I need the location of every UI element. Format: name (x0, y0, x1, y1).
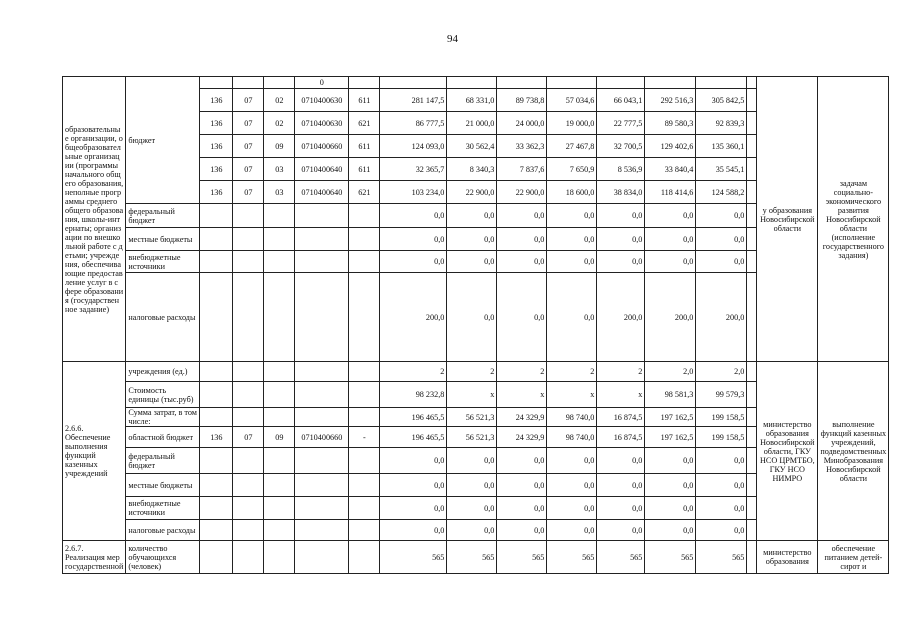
value-cell: x (597, 382, 645, 408)
code-cell (200, 251, 233, 273)
value-cell: 0,0 (597, 448, 645, 474)
value-cell: 0,0 (380, 520, 447, 541)
value-cell: 8 536,9 (597, 158, 645, 181)
vr-cell (349, 382, 380, 408)
code-cell (264, 204, 295, 228)
value-cell: 0,0 (645, 474, 696, 497)
pr-cell: 03 (264, 181, 295, 204)
value-cell: 565 (380, 541, 447, 574)
value-cell: 0,0 (645, 520, 696, 541)
value-cell: 16 874,5 (597, 427, 645, 448)
value-cell: 0,0 (447, 204, 497, 228)
value-cell: x (497, 382, 547, 408)
value-cell: 2,0 (645, 362, 696, 382)
vr-cell (349, 497, 380, 520)
code-cell (233, 541, 264, 574)
vr-cell: - (349, 427, 380, 448)
grbs-cell (200, 408, 233, 427)
grbs-cell: 136 (200, 427, 233, 448)
value-cell: 565 (447, 541, 497, 574)
value-cell: 565 (645, 541, 696, 574)
spacer-cell (747, 135, 757, 158)
responsible-cell: у образования Новосибирской области (757, 77, 818, 362)
csr-cell (295, 362, 349, 382)
value-cell: 0,0 (696, 474, 747, 497)
value-cell: 18 600,0 (547, 181, 597, 204)
indicator-label: Сумма затрат, в том числе: (126, 408, 200, 427)
value-cell (497, 77, 547, 89)
code-cell (200, 541, 233, 574)
pr-cell (264, 497, 295, 520)
table-row (63, 362, 889, 382)
value-cell: 0,0 (696, 520, 747, 541)
grbs-cell (200, 382, 233, 408)
rz-cell: 07 (233, 89, 264, 112)
value-cell: 0,0 (497, 497, 547, 520)
value-cell: 0,0 (696, 251, 747, 273)
spacer-cell (747, 382, 757, 408)
value-cell: 2 (447, 362, 497, 382)
spacer-cell (747, 497, 757, 520)
grbs-cell: 136 (200, 135, 233, 158)
value-cell: 0,0 (497, 251, 547, 273)
value-cell: 200,0 (380, 273, 447, 362)
value-cell: 0,0 (645, 448, 696, 474)
code-cell (349, 204, 380, 228)
value-cell: 24 329,9 (497, 408, 547, 427)
spacer-cell (747, 77, 757, 89)
vr-cell (349, 77, 380, 89)
code-cell (264, 228, 295, 251)
value-cell: 98 740,0 (547, 408, 597, 427)
indicator-label: внебюджетные источники (126, 497, 200, 520)
value-cell: 68 331,0 (447, 89, 497, 112)
value-cell: 124 588,2 (696, 181, 747, 204)
csr-cell: 0710400640 (295, 158, 349, 181)
value-cell: 98 232,8 (380, 382, 447, 408)
csr-cell: 0710400630 (295, 89, 349, 112)
value-cell: 305 842,5 (696, 89, 747, 112)
code-cell (233, 251, 264, 273)
vr-cell (349, 520, 380, 541)
spacer-cell (747, 448, 757, 474)
value-cell: 565 (497, 541, 547, 574)
rz-cell: 07 (233, 135, 264, 158)
value-cell: 32 700,5 (597, 135, 645, 158)
pr-cell (264, 77, 295, 89)
value-cell: 135 360,1 (696, 135, 747, 158)
vr-cell (349, 408, 380, 427)
pr-cell (264, 362, 295, 382)
value-cell: 199 158,5 (696, 408, 747, 427)
csr-cell: 0710400640 (295, 181, 349, 204)
value-cell: 0,0 (547, 228, 597, 251)
vr-cell (349, 362, 380, 382)
program-activities-table (62, 76, 889, 574)
pr-cell: 02 (264, 89, 295, 112)
code-cell (264, 251, 295, 273)
spacer-cell (747, 228, 757, 251)
indicator-label: областной бюджет (126, 427, 200, 448)
value-cell: 0,0 (380, 204, 447, 228)
rz-cell (233, 474, 264, 497)
grbs-cell (200, 474, 233, 497)
value-cell: 89 738,8 (497, 89, 547, 112)
value-cell: 0,0 (696, 448, 747, 474)
grbs-cell: 136 (200, 89, 233, 112)
value-cell: 56 521,3 (447, 408, 497, 427)
value-cell (447, 77, 497, 89)
value-cell: 24 329,9 (497, 427, 547, 448)
value-cell: 0,0 (447, 520, 497, 541)
value-cell: 129 402,6 (645, 135, 696, 158)
code-cell (349, 273, 380, 362)
value-cell: 38 834,0 (597, 181, 645, 204)
rz-cell: 07 (233, 181, 264, 204)
indicator-label: налоговые расходы (126, 273, 200, 362)
code-cell (233, 204, 264, 228)
value-cell: 565 (696, 541, 747, 574)
value-cell: 21 000,0 (447, 112, 497, 135)
indicator-label: количество обучающихся (человек) (126, 541, 200, 574)
code-cell (295, 273, 349, 362)
code-cell (264, 273, 295, 362)
grbs-cell: 136 (200, 181, 233, 204)
value-cell: 35 545,1 (696, 158, 747, 181)
value-cell: 0,0 (497, 228, 547, 251)
pr-cell (264, 408, 295, 427)
rz-cell: 07 (233, 427, 264, 448)
value-cell: 98 581,3 (645, 382, 696, 408)
indicator-label: местные бюджеты (126, 474, 200, 497)
grbs-cell (200, 362, 233, 382)
value-cell: 103 234,0 (380, 181, 447, 204)
vr-cell: 611 (349, 135, 380, 158)
rz-cell (233, 77, 264, 89)
value-cell: 57 034,6 (547, 89, 597, 112)
value-cell: 16 874,5 (597, 408, 645, 427)
pr-cell (264, 448, 295, 474)
table-row (63, 77, 889, 89)
value-cell (597, 77, 645, 89)
vr-cell: 621 (349, 112, 380, 135)
goal-cell: обеспечение питанием детей-сирот и (818, 541, 889, 574)
value-cell: 0,0 (447, 497, 497, 520)
spacer-cell (747, 520, 757, 541)
code-cell (349, 251, 380, 273)
value-cell: 0,0 (547, 204, 597, 228)
spacer-cell (747, 181, 757, 204)
value-cell: 0,0 (645, 497, 696, 520)
value-cell: 27 467,8 (547, 135, 597, 158)
grbs-cell (200, 448, 233, 474)
value-cell: 0,0 (497, 448, 547, 474)
vr-cell: 621 (349, 181, 380, 204)
indicator-label: бюджет (126, 77, 200, 204)
pr-cell (264, 520, 295, 541)
value-cell: 33 362,3 (497, 135, 547, 158)
value-cell: 0,0 (645, 228, 696, 251)
value-cell: 0,0 (447, 273, 497, 362)
goal-cell: задачам социально-экономического развития Новосибирской области (исполнение государственного задания) (818, 77, 889, 362)
value-cell: x (447, 382, 497, 408)
spacer-cell (747, 251, 757, 273)
value-cell: 200,0 (597, 273, 645, 362)
value-cell: 0,0 (597, 251, 645, 273)
value-cell: 0,0 (645, 251, 696, 273)
csr-cell (295, 448, 349, 474)
value-cell (696, 77, 747, 89)
indicator-label: Стоимость единицы (тыс.руб) (126, 382, 200, 408)
value-cell: 0,0 (380, 497, 447, 520)
spacer-cell (747, 474, 757, 497)
value-cell: 8 340,3 (447, 158, 497, 181)
value-cell: 22 777,5 (597, 112, 645, 135)
rz-cell (233, 362, 264, 382)
value-cell: 7 650,9 (547, 158, 597, 181)
value-cell: 196 465,5 (380, 427, 447, 448)
grbs-cell (200, 520, 233, 541)
table-row (63, 541, 889, 574)
code-cell (295, 251, 349, 273)
value-cell: 30 562,4 (447, 135, 497, 158)
value-cell: 86 777,5 (380, 112, 447, 135)
value-cell: 0,0 (597, 204, 645, 228)
csr-cell: 0 (295, 77, 349, 89)
value-cell: 0,0 (645, 204, 696, 228)
value-cell: x (547, 382, 597, 408)
value-cell: 56 521,3 (447, 427, 497, 448)
value-cell: 0,0 (447, 228, 497, 251)
value-cell: 0,0 (696, 204, 747, 228)
value-cell: 0,0 (547, 251, 597, 273)
pr-cell: 03 (264, 158, 295, 181)
rz-cell (233, 382, 264, 408)
value-cell: 0,0 (497, 474, 547, 497)
value-cell: 2,0 (696, 362, 747, 382)
value-cell: 197 162,5 (645, 427, 696, 448)
value-cell: 199 158,5 (696, 427, 747, 448)
pr-cell (264, 474, 295, 497)
value-cell: 0,0 (447, 474, 497, 497)
indicator-label: федеральный бюджет (126, 448, 200, 474)
rz-cell (233, 448, 264, 474)
value-cell: 281 147,5 (380, 89, 447, 112)
value-cell: 0,0 (380, 228, 447, 251)
value-cell: 0,0 (380, 474, 447, 497)
code-cell (295, 541, 349, 574)
value-cell: 0,0 (447, 251, 497, 273)
goal-cell: выполнение функций казенных учреждений, подведомственных Минобразования Новосибирской области (818, 362, 889, 541)
value-cell: 292 516,3 (645, 89, 696, 112)
pr-cell (264, 382, 295, 408)
code-cell (264, 541, 295, 574)
code-cell (349, 541, 380, 574)
page-number: 94 (447, 33, 458, 45)
pr-cell: 09 (264, 135, 295, 158)
value-cell: 0,0 (696, 497, 747, 520)
grbs-cell: 136 (200, 158, 233, 181)
spacer-cell (747, 204, 757, 228)
csr-cell (295, 497, 349, 520)
value-cell: 0,0 (497, 273, 547, 362)
value-cell (645, 77, 696, 89)
value-cell: 0,0 (597, 228, 645, 251)
value-cell: 19 000,0 (547, 112, 597, 135)
value-cell: 92 839,3 (696, 112, 747, 135)
code-cell (200, 228, 233, 251)
code-cell (295, 204, 349, 228)
spacer-cell (747, 273, 757, 362)
value-cell: 0,0 (447, 448, 497, 474)
csr-cell (295, 520, 349, 541)
value-cell: 118 414,6 (645, 181, 696, 204)
rz-cell (233, 520, 264, 541)
value-cell (380, 77, 447, 89)
csr-cell: 0710400660 (295, 135, 349, 158)
vr-cell (349, 474, 380, 497)
spacer-cell (747, 89, 757, 112)
value-cell: 200,0 (696, 273, 747, 362)
value-cell: 24 000,0 (497, 112, 547, 135)
value-cell: 196 465,5 (380, 408, 447, 427)
spacer-cell (747, 408, 757, 427)
vr-cell (349, 448, 380, 474)
indicator-label: налоговые расходы (126, 520, 200, 541)
value-cell: 0,0 (547, 474, 597, 497)
csr-cell: 0710400660 (295, 427, 349, 448)
csr-cell: 0710400630 (295, 112, 349, 135)
value-cell: 565 (547, 541, 597, 574)
value-cell: 2 (547, 362, 597, 382)
value-cell: 0,0 (597, 497, 645, 520)
vr-cell: 611 (349, 89, 380, 112)
value-cell: 22 900,0 (447, 181, 497, 204)
value-cell: 89 580,3 (645, 112, 696, 135)
pr-cell: 09 (264, 427, 295, 448)
value-cell: 0,0 (597, 520, 645, 541)
code-cell (233, 228, 264, 251)
pr-cell: 02 (264, 112, 295, 135)
grbs-cell (200, 77, 233, 89)
value-cell: 197 162,5 (645, 408, 696, 427)
activity-name: образовательные организации, общеобразовательные организации (программы начального общего образования, неполные программы среднего общего образования, школы-интернаты; организации по внешкольной работе с детьми; учреждения, обеспечивающие предоставление услуг в сфере образования (государственное задание) (63, 77, 126, 362)
value-cell: 200,0 (645, 273, 696, 362)
value-cell: 0,0 (380, 448, 447, 474)
code-cell (200, 273, 233, 362)
value-cell: 0,0 (597, 474, 645, 497)
value-cell: 124 093,0 (380, 135, 447, 158)
value-cell: 32 365,7 (380, 158, 447, 181)
indicator-label: местные бюджеты (126, 228, 200, 251)
value-cell: 0,0 (380, 251, 447, 273)
code-cell (349, 228, 380, 251)
responsible-cell: министерство образования Новосибирской области, ГКУ НСО ЦРМТБО, ГКУ НСО НИМРО (757, 362, 818, 541)
csr-cell (295, 408, 349, 427)
value-cell: 0,0 (497, 204, 547, 228)
vr-cell: 611 (349, 158, 380, 181)
indicator-label: учреждения (ед.) (126, 362, 200, 382)
value-cell: 2 (380, 362, 447, 382)
responsible-cell: министерство образования (757, 541, 818, 574)
value-cell: 22 900,0 (497, 181, 547, 204)
value-cell (547, 77, 597, 89)
value-cell: 0,0 (547, 520, 597, 541)
value-cell: 99 579,3 (696, 382, 747, 408)
spacer-cell (747, 158, 757, 181)
activity-name: 2.6.7. Реализация мер государственной (63, 541, 126, 574)
code-cell (295, 228, 349, 251)
activity-name: 2.6.6. Обеспечение выполнения функций казенных учреждений (63, 362, 126, 541)
rz-cell: 07 (233, 158, 264, 181)
value-cell: 7 837,6 (497, 158, 547, 181)
csr-cell (295, 382, 349, 408)
rz-cell (233, 408, 264, 427)
csr-cell (295, 474, 349, 497)
code-cell (233, 273, 264, 362)
grbs-cell (200, 497, 233, 520)
value-cell: 0,0 (696, 228, 747, 251)
value-cell: 98 740,0 (547, 427, 597, 448)
rz-cell: 07 (233, 112, 264, 135)
value-cell: 0,0 (547, 497, 597, 520)
value-cell: 0,0 (547, 448, 597, 474)
spacer-cell (747, 362, 757, 382)
value-cell: 2 (497, 362, 547, 382)
value-cell: 66 043,1 (597, 89, 645, 112)
code-cell (200, 204, 233, 228)
spacer-cell (747, 541, 757, 574)
value-cell: 565 (597, 541, 645, 574)
indicator-label: внебюджетные источники (126, 251, 200, 273)
value-cell: 0,0 (497, 520, 547, 541)
grbs-cell: 136 (200, 112, 233, 135)
rz-cell (233, 497, 264, 520)
indicator-label: федеральный бюджет (126, 204, 200, 228)
spacer-cell (747, 112, 757, 135)
value-cell: 2 (597, 362, 645, 382)
value-cell: 0,0 (547, 273, 597, 362)
spacer-cell (747, 427, 757, 448)
value-cell: 33 840,4 (645, 158, 696, 181)
